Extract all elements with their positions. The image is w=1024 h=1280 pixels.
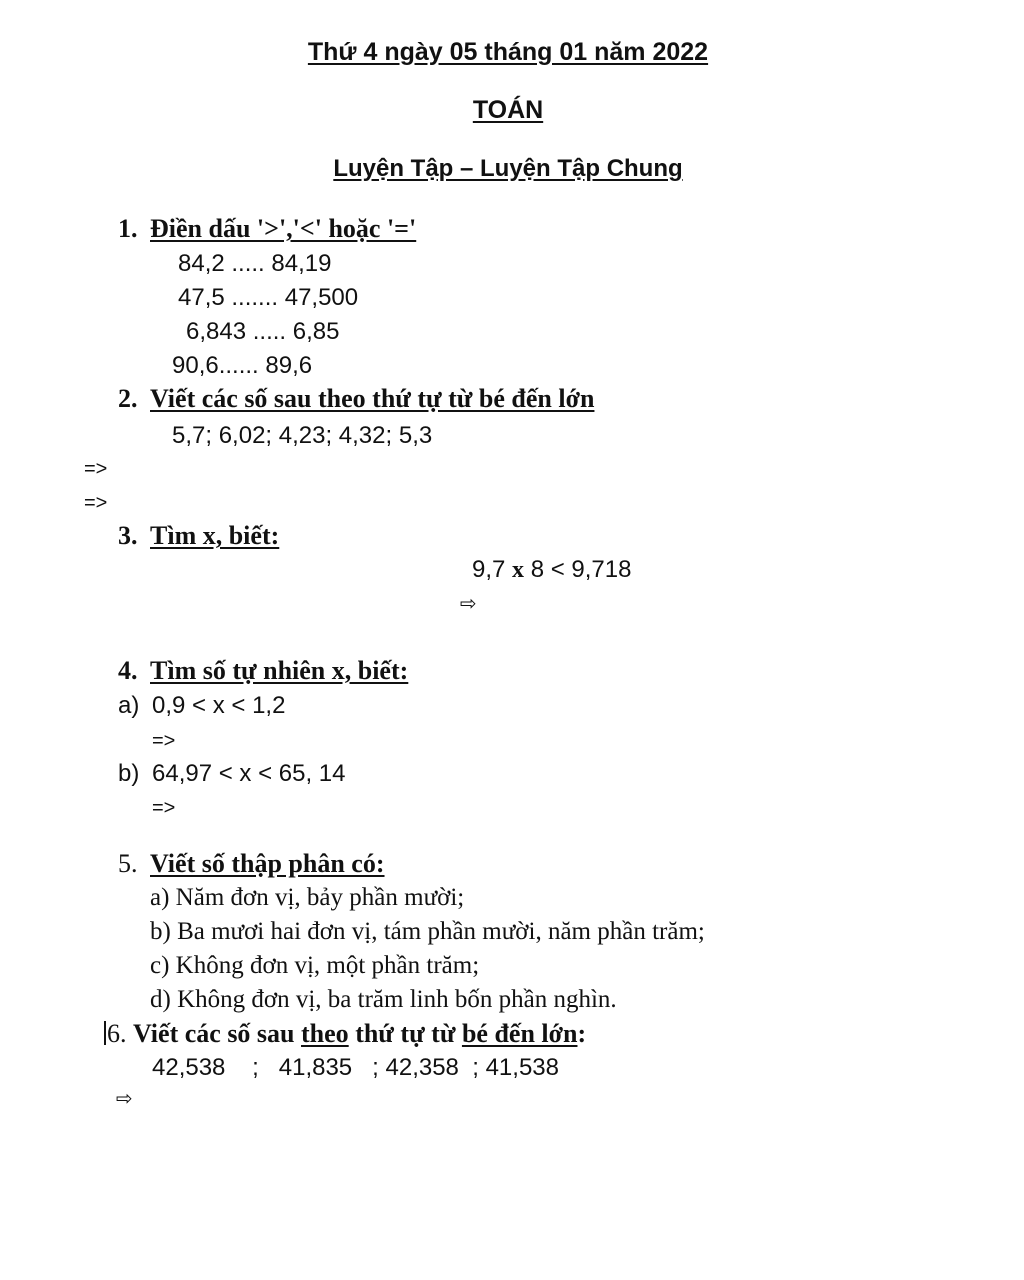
exercise-1-item: 47,5 ....... 47,500 <box>178 284 359 311</box>
exercise-5-number: 5. <box>118 849 138 878</box>
exercise-3-number: 3. <box>118 521 138 550</box>
exercise-6-title-part5: : <box>577 1019 587 1048</box>
exercise-6-number: 6. <box>107 1019 127 1048</box>
exercise-5-title: Viết số thập phân có: <box>150 849 385 878</box>
exercise-5-item: d) Không đơn vị, ba trăm linh bốn phần nghìn. <box>150 986 617 1013</box>
exercise-4-part-a <box>118 692 285 720</box>
exercise-5-heading <box>118 849 385 879</box>
exercise-4-a-answer: => <box>152 730 176 752</box>
exercise-1-item: 84,2 ..... 84,19 <box>178 250 332 277</box>
exercise-2-title: Viết các số sau theo thứ tự từ bé đến lớn <box>150 384 595 413</box>
exercise-4-a-expression: 0,9 < x < 1,2 <box>152 692 286 719</box>
exercise-1-number: 1. <box>118 214 138 243</box>
exercise-3-expr-a: 9,7 <box>472 556 506 583</box>
exercise-4-b-label: b) <box>118 760 140 787</box>
exercise-6-numbers: 42,538 ; 41,835 ; 42,358 ; 41,538 <box>152 1054 559 1081</box>
exercise-6-title-part4: bé đến lớn <box>461 1019 578 1048</box>
exercise-6-answer-arrow: ⇨ <box>116 1088 133 1110</box>
exercise-4-b-expression: 64,97 < x < 65, 14 <box>152 760 346 787</box>
exercise-6-heading <box>104 1019 586 1049</box>
exercise-5-item: a) Năm đơn vị, bảy phần mười; <box>150 884 465 911</box>
exercise-5-item: b) Ba mươi hai đơn vị, tám phần mười, năm phần trăm; <box>150 918 705 945</box>
exercise-1-item: 6,843 ..... 6,85 <box>186 318 340 345</box>
exercise-6-title-part2: theo <box>301 1019 349 1048</box>
exercise-3-heading <box>118 521 279 551</box>
exercise-4-number: 4. <box>118 656 138 685</box>
exercise-1-item: 90,6...... 89,6 <box>172 352 313 379</box>
exercise-2-numbers: 5,7; 6,02; 4,23; 4,32; 5,3 <box>172 422 433 449</box>
exercise-6-title-part3: thứ tự từ <box>348 1019 462 1048</box>
exercise-4-b-answer: => <box>152 797 176 819</box>
exercise-5-item: c) Không đơn vị, một phần trăm; <box>150 952 480 979</box>
page-date: Thứ 4 ngày 05 tháng 01 năm 2022 <box>307 38 709 66</box>
exercise-4-a-label: a) <box>118 692 140 719</box>
text-cursor <box>104 1021 106 1045</box>
exercise-3-expr-x: x <box>512 557 525 583</box>
exercise-6-title-part1: Viết các số sau <box>133 1019 302 1048</box>
exercise-2-answer-2: => <box>84 492 108 514</box>
exercise-2-answer-1: => <box>84 458 108 480</box>
exercise-3-expression <box>472 556 631 584</box>
page-subject: TOÁN <box>472 96 544 124</box>
exercise-4-heading <box>118 656 408 686</box>
exercise-2-heading <box>118 384 594 414</box>
exercise-1-title: Điền dấu '>','<' hoặc '=' <box>150 214 417 243</box>
exercise-4-title: Tìm số tự nhiên x, biết: <box>150 656 409 685</box>
exercise-3-answer-arrow: ⇨ <box>460 593 477 615</box>
exercise-2-number: 2. <box>118 384 138 413</box>
exercise-3-title: Tìm x, biết: <box>150 521 280 550</box>
exercise-3-expr-b: 8 < 9,718 <box>530 556 632 583</box>
exercise-1-heading <box>118 214 416 244</box>
exercise-4-part-b <box>118 760 346 788</box>
page-lesson-title: Luyện Tập – Luyện Tập Chung <box>333 155 683 182</box>
